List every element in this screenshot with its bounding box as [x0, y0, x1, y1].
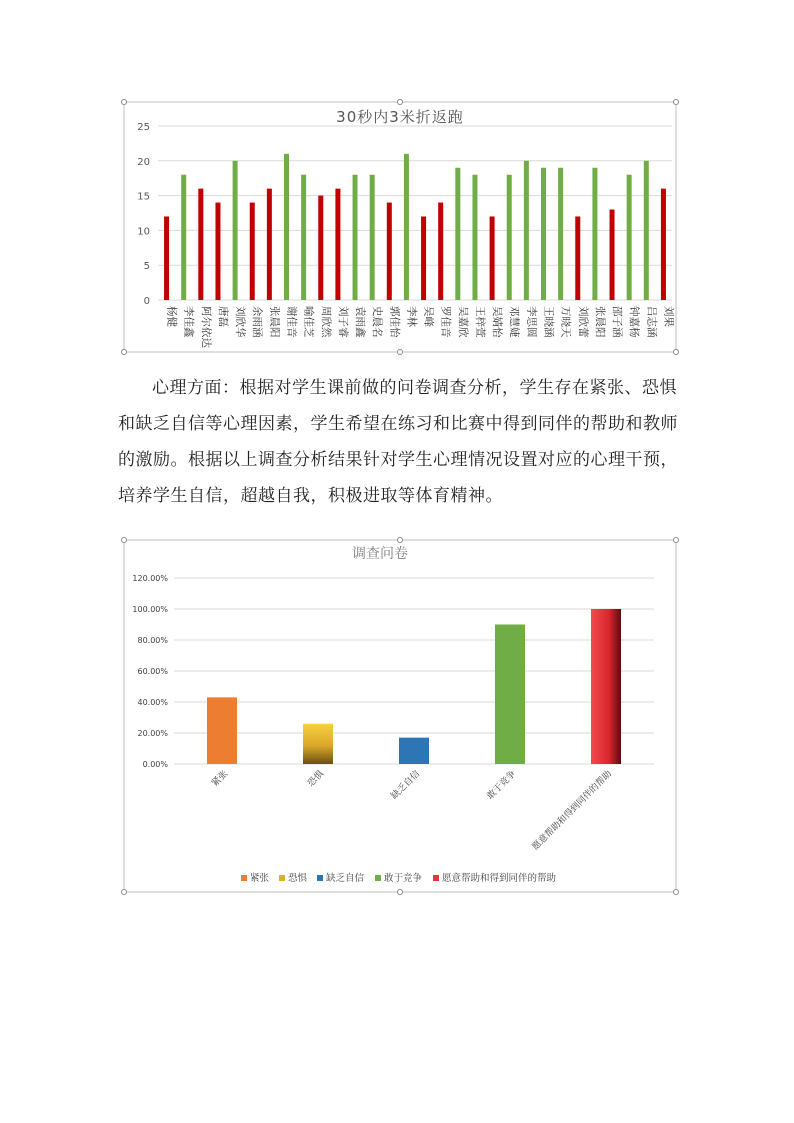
bar — [524, 161, 529, 300]
y-tick-label: 15 — [137, 191, 150, 203]
bar — [610, 210, 615, 300]
x-tick-label: 吕志涵 — [645, 306, 658, 338]
chart-running — [118, 98, 682, 356]
x-tick-label: 李林 — [405, 306, 418, 327]
x-tick-label: 刘果 — [662, 306, 675, 327]
y-tick-label: 100.00% — [132, 605, 168, 614]
bar — [335, 189, 340, 300]
bar — [438, 203, 443, 300]
x-tick-label: 谢佳音 — [285, 306, 298, 338]
x-tick-label: 邵子涵 — [611, 306, 624, 338]
paragraph-text: 心理方面：根据对学生课前做的问卷调查分析，学生存在紧张、恐惧和缺乏自信等心理因素，学生希望在练习和比赛中得到同伴的帮助和教师的激励。根据以上调查分析结果针对学生心理情况设置对应的心理干预，培养学生自信，超越自我，积极进取等体育精神。 — [118, 378, 678, 506]
y-tick-label: 120.00% — [132, 574, 168, 583]
x-tick-label: 万晓天 — [559, 306, 572, 338]
x-tick-label: 喻佳芝 — [302, 306, 315, 338]
x-tick-label: 张晨阳 — [593, 306, 606, 338]
chart-title: 30秒内3米折返跑 — [336, 108, 464, 126]
x-tick-label: 杨健 — [165, 306, 178, 327]
legend-label: 紧张 — [250, 873, 270, 884]
bar — [207, 697, 237, 764]
chart-survey-svg — [118, 536, 682, 896]
bar — [591, 609, 621, 764]
x-tick-label: 缺乏自信 — [389, 769, 423, 802]
x-tick-label: 王晓涵 — [542, 306, 555, 338]
legend-swatch — [375, 875, 381, 881]
x-tick-label: 刘子睿 — [336, 306, 349, 338]
x-tick-label: 刘欣华 — [234, 306, 247, 338]
x-tick-label: 张晨阳 — [268, 306, 281, 338]
bar — [318, 196, 323, 300]
bar — [370, 175, 375, 300]
x-tick-label: 吴峰 — [422, 306, 435, 327]
bar — [627, 175, 632, 300]
bar — [267, 189, 272, 300]
bar — [164, 216, 169, 300]
y-tick-label: 5 — [143, 261, 150, 273]
legend-swatch — [317, 875, 323, 881]
frame-handle — [674, 100, 679, 105]
y-tick-label: 80.00% — [137, 636, 168, 645]
legend-label: 敢于竞争 — [384, 873, 423, 884]
x-tick-label: 刘欣蕾 — [576, 306, 589, 338]
y-tick-label: 20.00% — [137, 729, 168, 738]
y-tick-label: 10 — [137, 226, 150, 238]
legend-swatch — [241, 875, 247, 881]
x-tick-label: 吴婧怡 — [491, 306, 504, 338]
x-tick-label: 紧张 — [210, 769, 231, 789]
bar — [644, 161, 649, 300]
legend-swatch — [433, 875, 439, 881]
x-tick-label: 李佳鑫 — [182, 306, 195, 338]
legend-label: 恐惧 — [288, 873, 308, 884]
legend-swatch — [279, 875, 285, 881]
x-tick-label: 吴嘉欣 — [456, 306, 469, 338]
bar — [250, 203, 255, 300]
bar — [198, 189, 203, 300]
x-tick-label: 史晨名 — [371, 306, 384, 338]
bar — [215, 203, 220, 300]
x-tick-label: 周欣然 — [319, 306, 332, 338]
bar — [353, 175, 358, 300]
bar — [421, 216, 426, 300]
bar — [399, 738, 429, 764]
frame-handle — [122, 890, 127, 895]
frame-handle — [122, 100, 127, 105]
x-tick-label: 钟嘉杨 — [628, 306, 641, 338]
bar — [455, 168, 460, 300]
x-tick-label: 袁雨鑫 — [354, 306, 367, 338]
y-tick-label: 40.00% — [137, 698, 168, 707]
bar — [575, 216, 580, 300]
frame-handle — [122, 538, 127, 543]
bar — [507, 175, 512, 300]
y-tick-label: 25 — [137, 122, 150, 133]
x-tick-label: 王梓萱 — [473, 306, 486, 338]
bar — [284, 154, 289, 300]
bar — [301, 175, 306, 300]
y-tick-label: 0.00% — [142, 760, 168, 769]
frame-handle — [674, 538, 679, 543]
bar — [592, 168, 597, 300]
bar — [541, 168, 546, 300]
frame-handle — [398, 538, 403, 543]
chart-survey — [118, 536, 682, 896]
frame-handle — [674, 890, 679, 895]
bar — [490, 216, 495, 300]
x-tick-label: 阿尔依达 — [199, 306, 212, 348]
chart-running-svg — [118, 98, 682, 356]
frame-handle — [398, 350, 403, 355]
x-tick-label: 罗佳音 — [439, 306, 452, 338]
bar — [387, 203, 392, 300]
bar — [233, 161, 238, 300]
x-tick-label: 李思圆 — [525, 306, 538, 338]
bar — [472, 175, 477, 300]
paragraph-psychology — [118, 370, 678, 514]
x-tick-label: 余雨涵 — [251, 306, 264, 338]
x-tick-label: 邓慧婕 — [508, 306, 521, 338]
x-tick-label: 恐惧 — [306, 769, 327, 789]
bar — [404, 154, 409, 300]
legend-label: 愿意帮助和得到同伴的帮助 — [442, 873, 557, 884]
y-tick-label: 20 — [137, 156, 150, 168]
bar — [661, 189, 666, 300]
bar — [558, 168, 563, 300]
bar — [303, 724, 333, 764]
x-tick-label: 愿意帮助和得到同伴的帮助 — [530, 769, 615, 853]
x-tick-label: 郭佳怡 — [388, 306, 401, 338]
frame-handle — [674, 350, 679, 355]
bar — [181, 175, 186, 300]
frame-handle — [122, 350, 127, 355]
x-tick-label: 敢于竞争 — [485, 769, 519, 802]
y-tick-label: 0 — [143, 296, 150, 307]
chart-title: 调查问卷 — [352, 546, 408, 562]
frame-handle — [398, 100, 403, 105]
legend-label: 缺乏自信 — [326, 873, 365, 884]
frame-handle — [398, 890, 403, 895]
y-tick-label: 60.00% — [137, 667, 168, 676]
x-tick-label: 唐磊 — [216, 306, 229, 327]
bar — [495, 625, 525, 765]
